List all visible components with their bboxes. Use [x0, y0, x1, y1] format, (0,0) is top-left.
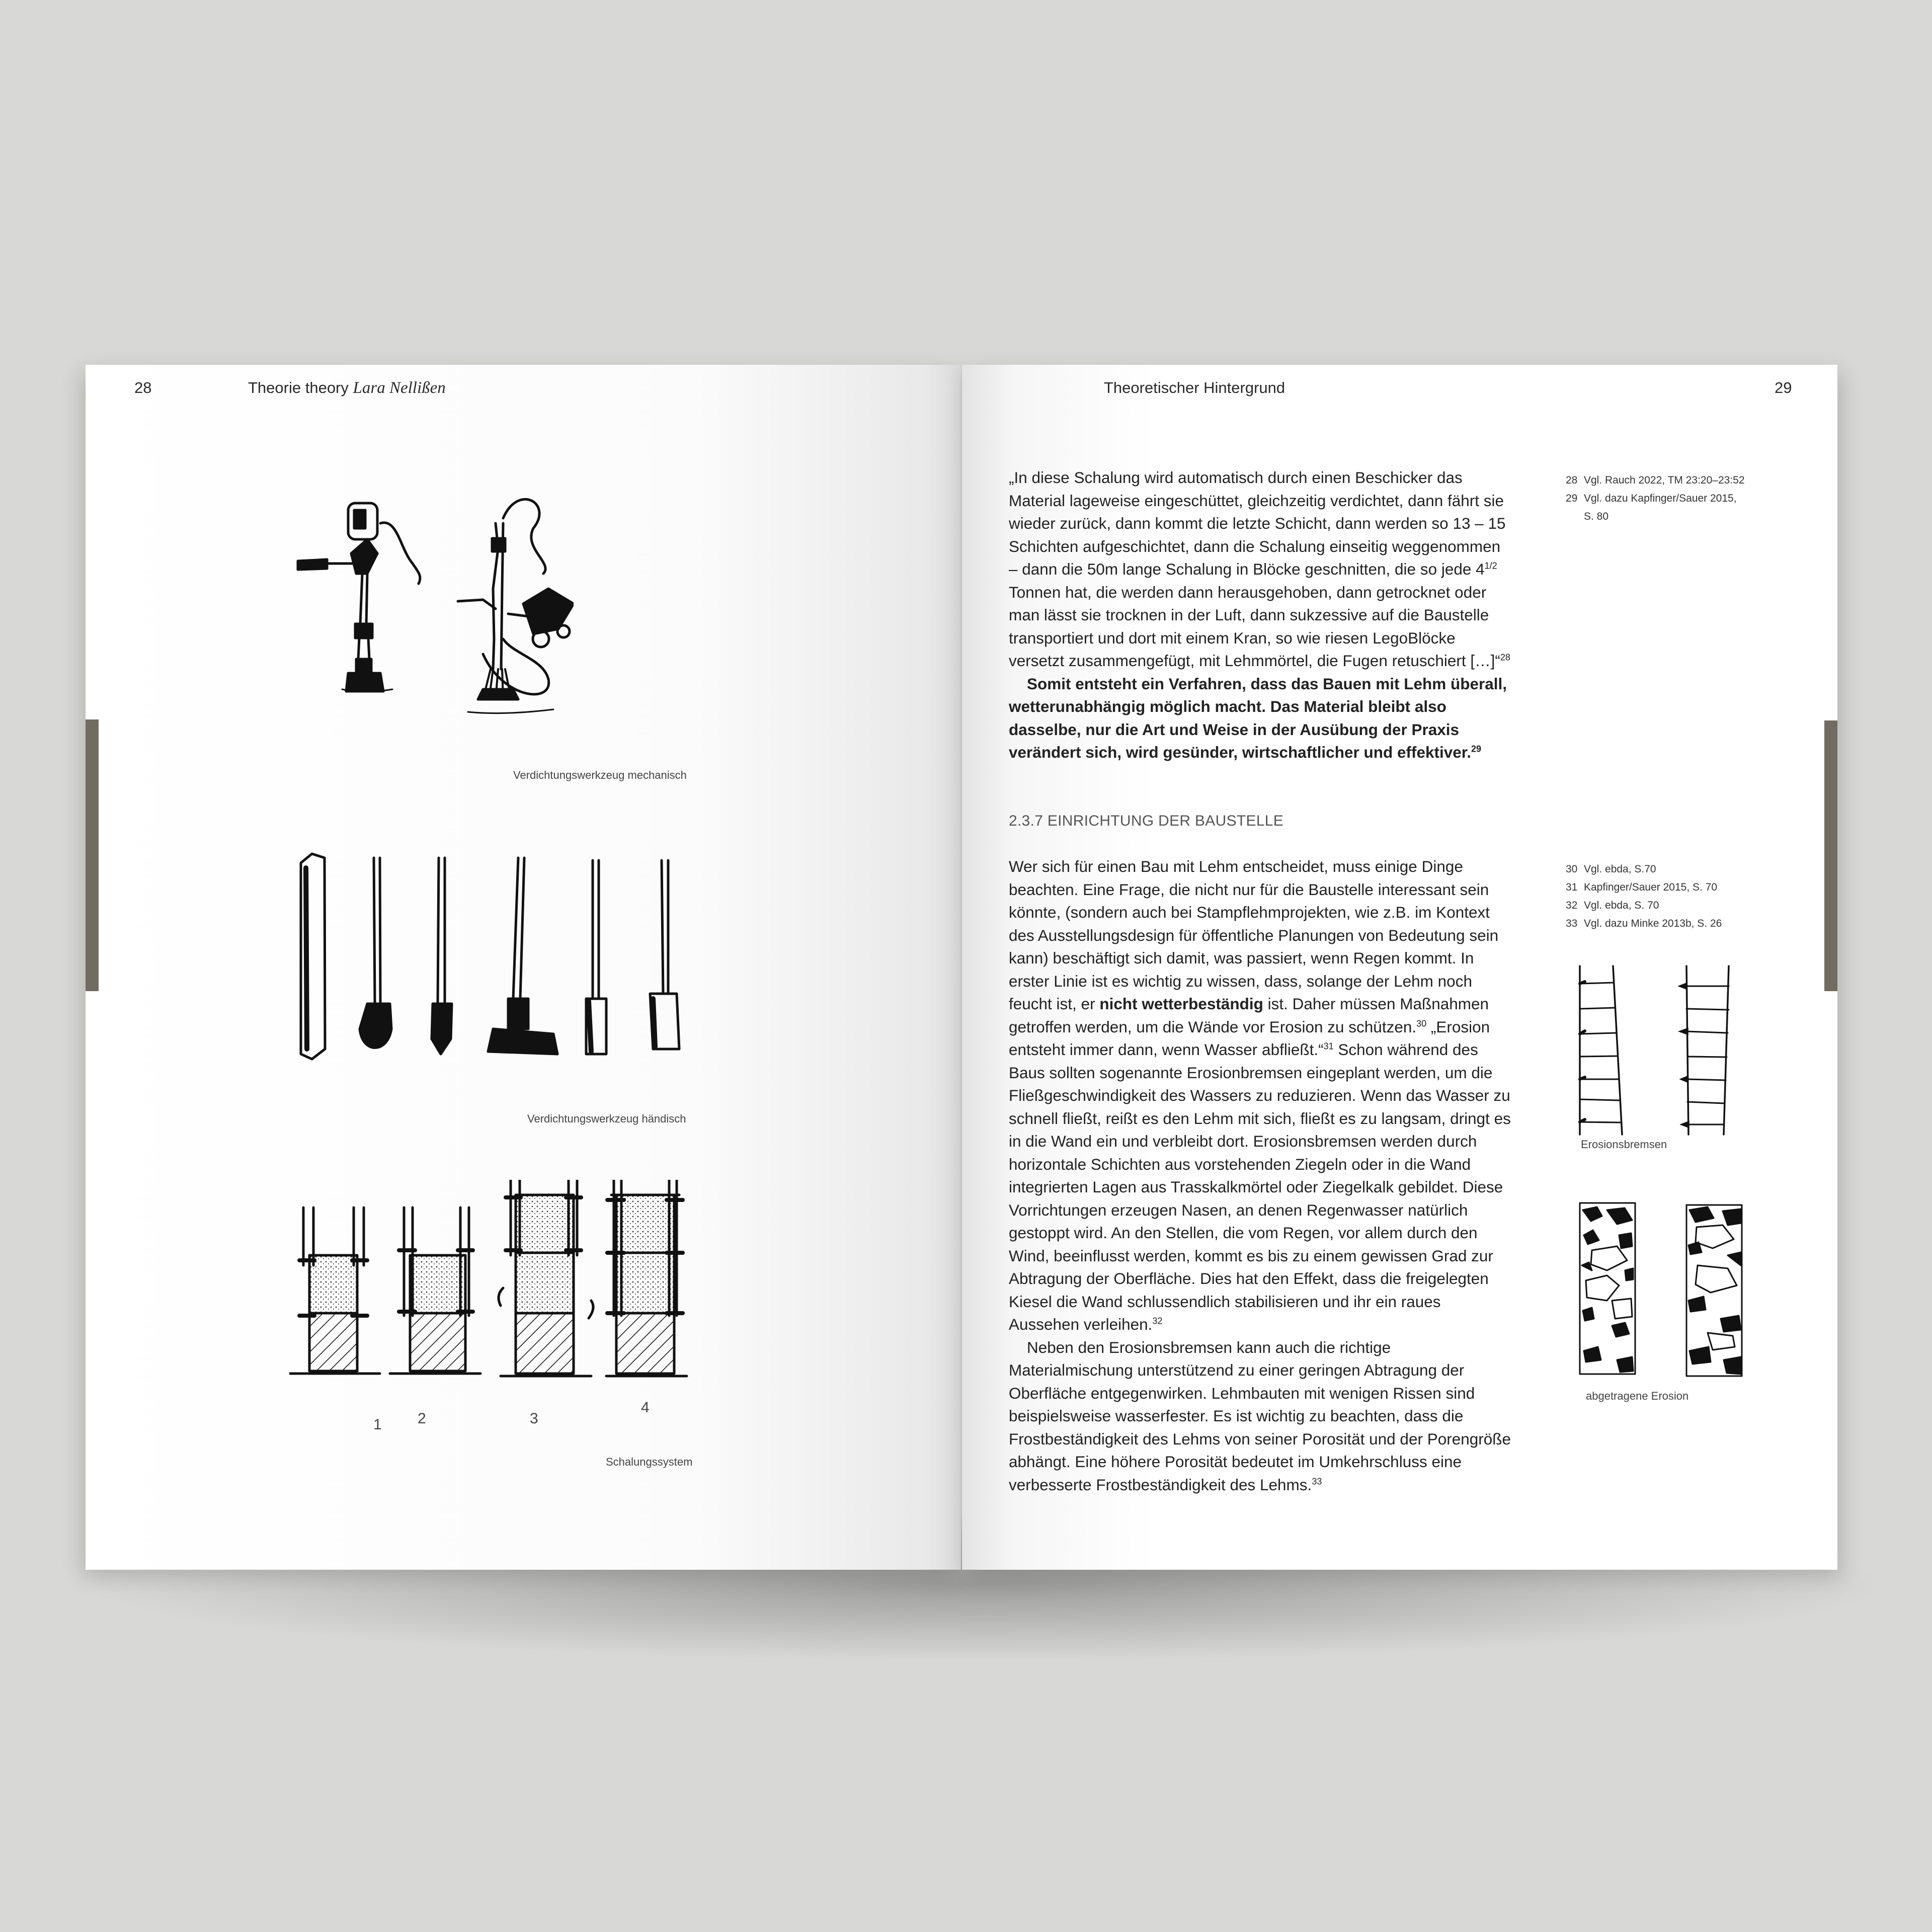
p1-text-a: Wer sich für einen Bau mit Lehm entscheidet, muss einige Dinge beachten. Eine Frage, die nicht nur für die Baustelle interessant sein könnte, (sondern auch bei Stampflehmprojekten, wie z.B. im Kontext des Ausstellungsdesign für öffentliche Planungen von Bedeutung sein kann) beschäftigt sich damit, was passiert, wenn Regen kommt. In erster Linie ist es wichtig zu wissen, dass, solange der Lehm noch feucht ist, er: [1009, 857, 1499, 1013]
header-author: Lara Nellißen: [353, 379, 446, 397]
caption-eroded: abgetragene Erosion: [1586, 1390, 1689, 1402]
right-page: [962, 365, 1837, 1570]
footnote-29-cont: S. 80: [1584, 511, 1609, 522]
footnote-ref-29: 29: [1471, 744, 1482, 754]
quote-text-2: Tonnen hat, die werden dann herausgehoben, dann getrocknet oder man lässt sie trocknen in der Luft, dann sukzessive auf die Baustelle transportiert und dort mit einem Kran, so wie riesen LegoBlöcke versetzt zusammengefügt, mit Lehmmörtel, die Fugen retuschiert […]“: [1009, 583, 1500, 670]
right-page-number: 29: [1775, 379, 1792, 396]
left-header: [248, 379, 446, 397]
footnote-ref-33: 33: [1312, 1476, 1322, 1486]
p1-text-b: ist. Daher müssen Maßnahmen getroffen werden, um die Wände vor Erosion zu schützen.: [1009, 995, 1489, 1036]
p2-text: Neben den Erosionsbremsen kann auch die richtige Materialmischung unterstützend zu einer geringen Abtragung der Oberfläche entgegenwirken. Lehmbauten mit wenigen Rissen sind beispielsweise wasserfester. Es ist wichtig zu beachten, dass die Frostbeständigkeit des Lehms von seiner Porosität und der Porengröße abhängt. Eine höhere Porosität bedeutet im Umkehrschluss eine verbesserte Frostbeständigkeit des Lehms.: [1009, 1338, 1511, 1494]
footnote-ref-31: 31: [1323, 1041, 1334, 1052]
footnote-32: 32 Vgl. ebda, S. 70: [1566, 900, 1659, 911]
bold-paragraph: Somit entsteht ein Verfahren, dass das Bauen mit Lehm überall, wetterunabhängig möglich macht. Das Material bleibt also dasselbe, nur die Art und Weise in der Ausübung der Praxis verändert sich, wird gesünder, wirtschaftlicher und effektiver.: [1009, 674, 1507, 761]
step-3: 3: [530, 1410, 538, 1427]
footnote-30: 30 Vgl. ebda, S.70: [1566, 863, 1656, 875]
mechanical-compaction-tools-drawing: [292, 488, 574, 714]
section-heading: 2.3.7 EINRICHTUNG DER BAUSTELLE: [1009, 813, 1284, 829]
footnote-ref-28: 28: [1500, 652, 1510, 663]
p1-text-d: Schon während des Baus sollten sogenannte Erosionbremsen eingeplant werden, um die Fließgeschwindigkeit des Wassers zu reduzieren. Wenn das Wasser zu schnell fließt, reißt es den Lehm mit sich, fließt es zu langsam, dringt es in die Wand ein und verbleibt dort. Erosionsbremsen werden durch horizontale Schichten aus vorstehenden Ziegeln oder in die Wand integrierten Lagen aus Trasskalkmörtel oder Ziegelkalk gebildet. Diese Vorrichtungen erzeugen Nasen, an denen Regenwasser natürlich gestoppt wird. An den Stellen, die vom Regen, vor allem durch den Wind, beeinflusst werden, kommt es bis zu einem gewissen Grad zur Abtragung der Oberfläche. Dies hat den Effekt, dass die freigelegten Kiesel die Wand schlussendlich stabilisieren und ihr ein raues Aussehen verleihen.: [1009, 1040, 1511, 1333]
quote-block: [1009, 466, 1512, 764]
footnote-ref-32: 32: [1152, 1316, 1163, 1326]
section-body: [1009, 855, 1512, 1496]
right-bookmark-bar: [1824, 720, 1837, 991]
footnote-29: 29 Vgl. dazu Kapfinger/Sauer 2015,: [1566, 493, 1737, 504]
footnote-ref-30: 30: [1416, 1018, 1427, 1028]
p1-bold: nicht wetterbeständig: [1099, 995, 1263, 1013]
quote-fraction: 1/2: [1484, 560, 1497, 571]
caption-manual: Verdichtungswerkzeug händisch: [527, 1112, 686, 1125]
left-bookmark-bar: [86, 719, 99, 991]
header-title: Theorie theory: [248, 379, 349, 396]
step-2: 2: [418, 1410, 426, 1427]
quote-text: „In diese Schalung wird automatisch durch einen Beschicker das Material lageweise eingeschüttet, gleichzeitig verdichtet, dann fährt sie wieder zurück, dann kommt die letzte Schicht, dann werden so 13 – 15 Schichten aufgeschichtet, dann die Schalung einseitig weggenommen – dann die 50m lange Schalung in Blöcke geschnitten, die so jede 4: [1009, 468, 1506, 578]
step-4: 4: [641, 1399, 650, 1416]
left-page: [86, 365, 961, 1570]
right-header-title: Theoretischer Hintergrund: [1104, 379, 1285, 396]
p1-text-c: „Erosion entsteht immer dann, wenn Wasser abfließt.“: [1009, 1017, 1490, 1059]
caption-mechanical: Verdichtungswerkzeug mechanisch: [513, 769, 687, 781]
formwork-system-drawing: [289, 1180, 813, 1416]
manual-compaction-tools-drawing: [292, 848, 694, 1069]
footnotes-bottom: [1566, 860, 1722, 933]
left-page-number: 28: [134, 379, 152, 396]
caption-formwork: Schalungssystem: [606, 1456, 693, 1468]
erosion-brakes-drawing: [1577, 963, 1768, 1145]
caption-erosion-brakes: Erosionsbremsen: [1581, 1138, 1667, 1151]
footnote-31: 31 Kapfinger/Sauer 2015, S. 70: [1566, 881, 1718, 893]
footnotes-top: [1566, 471, 1745, 526]
footnote-28: 28 Vgl. Rauch 2022, TM 23:20–23:52: [1566, 474, 1745, 486]
step-1: 1: [373, 1416, 382, 1433]
eroded-wall-drawing: [1577, 1200, 1768, 1391]
footnote-33: 33 Vgl. dazu Minke 2013b, S. 26: [1566, 918, 1722, 929]
